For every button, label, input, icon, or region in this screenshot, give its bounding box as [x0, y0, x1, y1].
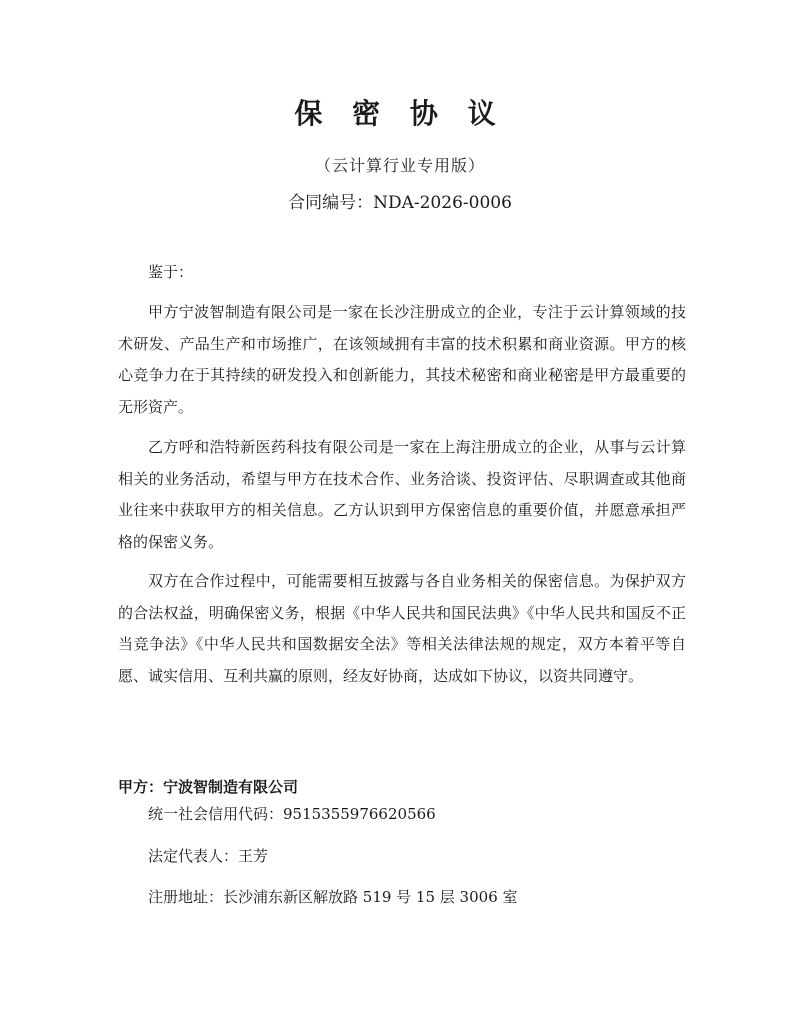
document-subtitle: （云计算行业专用版）: [314, 156, 485, 175]
party-a-legal-rep: 法定代表人：王芳: [148, 847, 269, 865]
paragraph-party-a-intro: 甲方宁波智制造有限公司是一家在长沙注册成立的企业，专注于云计算领域的技术研发、产品生产和市场推广，在该领域拥有丰富的技术积累和商业资源。甲方的核心竞争力在于其持续的研发投入和创新能力，其技术秘密和商业秘密是甲方最重要的无形资产。: [118, 303, 686, 416]
document-title: 保 密 协 议: [294, 97, 506, 130]
party-a-address: 注册地址：长沙浦东新区解放路 519 号 15 层 3006 室: [148, 888, 518, 906]
party-a-heading: 甲方：宁波智制造有限公司: [118, 778, 299, 796]
party-a-credit-code: 统一社会信用代码：9515355976620566: [148, 805, 436, 823]
paragraph-purpose: 双方在合作过程中，可能需要相互披露与各自业务相关的保密信息。为保护双方的合法权益，明确保密义务，根据《中华人民共和国民法典》《中华人民共和国反不正当竞争法》《中华人民共和国数据安全法》等相关法律法规的规定，双方本着平等自愿、诚实信用、互利共赢的原则，经友好协商，达成如下协议，以资共同遵守。: [118, 572, 686, 685]
greeting: 鉴于：: [148, 263, 194, 281]
contract-number: 合同编号：NDA-2026-0006: [288, 193, 512, 213]
paragraph-party-b-intro: 乙方呼和浩特新医药科技有限公司是一家在上海注册成立的企业，从事与云计算相关的业务活动，希望与甲方在技术合作、业务洽谈、投资评估、尽职调查或其他商业往来中获取甲方的相关信息。乙方认识到甲方保密信息的重要价值，并愿意承担严格的保密义务。: [118, 438, 686, 551]
